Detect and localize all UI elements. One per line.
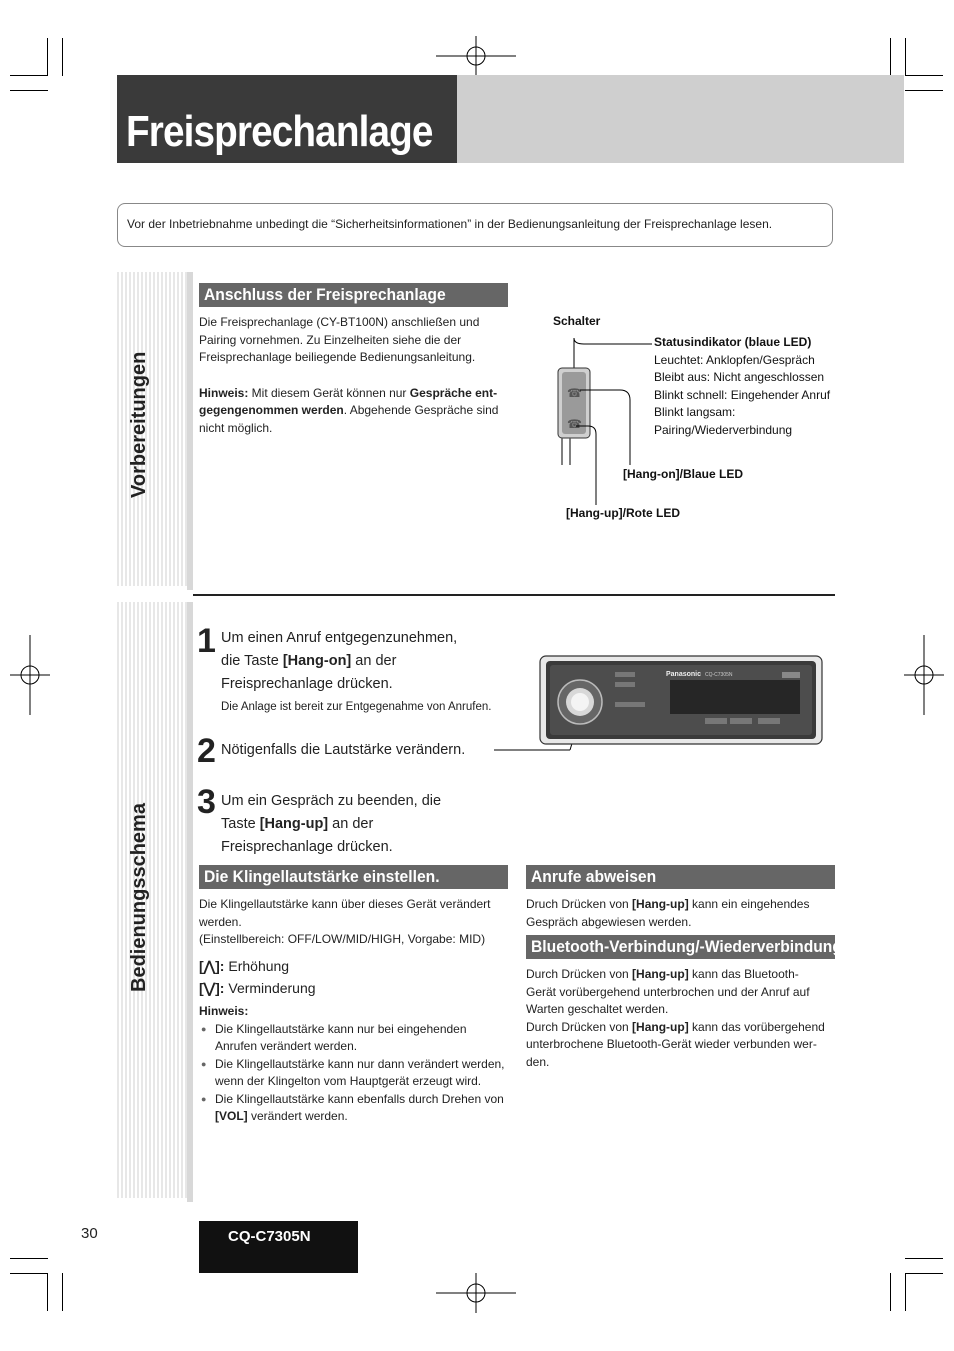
anschluss-text: Die Freisprechanlage (CY-BT100N) anschließen und Pairing vornehmen. Zu Einzelheiten siehe die der Freisprechanlage beiliegende Bedienungsanleitung. Hinweis: Mit diesem Gerät können nur Gespräche ent- gegengenommen werden. Abgehende Gespräche sind nicht möglich.: [199, 315, 499, 435]
side-strip-top-shadow: [187, 272, 193, 590]
page-number: 30: [81, 1225, 98, 1242]
label-status-indicator: Statusindikator (blaue LED) Leuchtet: Anklopfen/Gespräch Bleibt aus: Nicht angeschlossen Blinkt schnell: Eingehender Anruf Blinkt langsam: Pairing/Wiederverbindung: [654, 335, 831, 437]
section-divider: [193, 594, 835, 596]
step-1-text: Um einen Anruf entgegenzunehmen, die Taste [Hang-on] an der Freisprechanlage drücken. Die Anlage ist bereit zur Entgegenahme von Anrufen.: [221, 630, 492, 713]
model-badge: [199, 1221, 358, 1273]
model-badge-text: CQ-C7305N: [228, 1228, 311, 1245]
car-radio-illustration: [490, 652, 830, 757]
title-bar-extension: [457, 75, 904, 163]
side-label-bedienungsschema: Bedienungsschema: [128, 803, 150, 992]
side-label-vorbereitungen: Vorbereitungen: [128, 351, 150, 498]
heading-klingel: Die Klingellautstärke einstellen.: [199, 865, 508, 889]
registration-mark-right: [904, 635, 944, 715]
label-schalter: Schalter: [553, 314, 601, 328]
radio-brand: Panasonic: [666, 671, 702, 678]
step-3-number: 3: [197, 783, 216, 821]
klingel-hints: Hinweis: ● Die Klingellautstärke kann nur bei eingehenden Anrufen verändert werden. ● Die Klingellautstärke kann nur dann verändert werden, wenn der Klingelton vom Hauptgerät erzeugt wird. ● Die Klingellautstärke kann ebenfalls durch Drehen von [VOL] verändert werden.: [199, 1003, 511, 1126]
bluetooth-text: Durch Drücken von [Hang-up] kann das Bluetooth- Gerät vorübergehend unterbrochen und der Anruf auf Warten geschaltet werden. Durch Drücken von [Hang-up] kann das vorübergehend unterbrochene Bluetooth-Gerät wieder verbunden wer- den.: [526, 967, 825, 1069]
abweisen-text: Druch Drücken von [Hang-up] kann ein eingehendes Gespräch abgewiesen werden.: [526, 897, 810, 929]
step-2-text: Nötigenfalls die Lautstärke verändern.: [221, 742, 466, 758]
svg-text:☎: ☎: [567, 417, 582, 431]
svg-text:☎: ☎: [567, 386, 582, 400]
label-hang-on: [Hang-on]/Blaue LED: [623, 467, 743, 481]
label-hang-up: [Hang-up]/Rote LED: [566, 506, 680, 520]
klingel-text: Die Klingellautstärke kann über dieses Gerät verändert werden. (Einstellbereich: OFF/LOW/MID/HIGH, Vorgabe: MID): [199, 897, 491, 946]
step-1-number: 1: [197, 622, 216, 660]
registration-mark-left: [10, 635, 50, 715]
registration-mark-top: [436, 36, 516, 76]
heading-abweisen: Anrufe abweisen: [526, 865, 835, 889]
step-3-text: Um ein Gespräch zu beenden, die Taste [Hang-up] an der Freisprechanlage drücken.: [221, 793, 442, 855]
page-title: Freisprechanlage: [126, 107, 433, 156]
step-2-number: 2: [197, 732, 216, 770]
klingel-keys: [⋀]: Erhöhung [⋁]: Verminderung: [199, 958, 316, 996]
side-strip-bottom-shadow: [187, 602, 193, 1202]
safety-notice: [117, 203, 833, 247]
heading-anschluss: Anschluss der Freisprechanlage: [199, 283, 508, 307]
safety-notice-text: Vor der Inbetriebnahme unbedingt die “Sicherheitsinformationen” in der Bedienungsanleitung der Freisprechanlage lesen.: [127, 217, 773, 231]
heading-bluetooth: Bluetooth-Verbindung/-Wiederverbindung: [526, 935, 835, 959]
radio-model: CQ-C7305N: [705, 672, 733, 678]
registration-mark-bottom: [436, 1273, 516, 1313]
